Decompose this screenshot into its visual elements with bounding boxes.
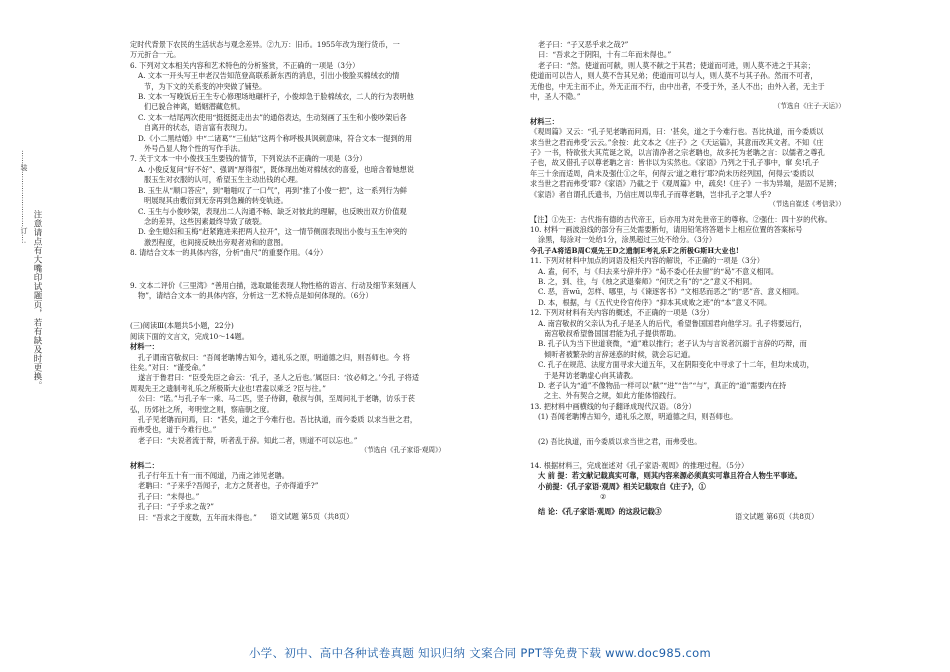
- sentence-break-strip: 今孔子A将适B周C观先王D之遗制E考礼乐F之所极G斯H大业也!: [530, 245, 740, 255]
- option-line: C. 恶，音wū，怎样、哪里，与《谏逐客书》“文相恶而恶之”的“恶”音、意义相同。: [538, 287, 804, 297]
- passage-line: 遂言于鲁君曰：“臣受先臣之命云：‘孔子，圣人之后也。’属臣曰：‘汝必师之。’今孔 子将适: [138, 373, 420, 383]
- question-10-stem: 10. 材料一画波浪线的部分有三处需要断句，请用铅笔将答题卡上相应位置的答案标号: [530, 224, 803, 234]
- passage-line: 中，圣人不隐。”: [530, 92, 581, 102]
- question-7-stem: 7. 关于文本一中小俊找玉生要钱的情节，下列说法不正确的一项是（3分）: [130, 154, 367, 164]
- question-14-stem: 14. 根据材料三，完成崔述对《孔子家语·观周》的推理过程。（5分）: [530, 461, 749, 471]
- question-6-stem: 6. 下列对文本相关内容和艺术特色的分析鉴赏，不正确的一项是（3分）: [130, 60, 360, 70]
- option-line: B. 孔子认为当下世道衰微，“道”难以推行；老子认为与言说者沉溺于言辞的巧辩，而: [538, 339, 807, 349]
- option-line: 念的差异，这些因素最终导致了破裂。: [144, 216, 267, 226]
- passage-line: 孔子曰：“子乎求之哉?”: [138, 502, 214, 512]
- section-heading: (三)阅读Ⅲ(本题共5小题，22分): [130, 321, 234, 331]
- option-line: 自离开的状态，语言富有表现力。: [144, 123, 252, 133]
- major-premise: 大 前 提：若文献记载真实可靠，则其内容来源必须真实可靠且符合人物生平事迹。: [538, 471, 802, 481]
- option-line: B. 文本一写晚饭后王生专心修理场地碾杆子，小俊却急于脸棉绒衣，二人的行为表明他: [138, 92, 414, 102]
- option-line: 外号凸显人物个性的写作手法。: [144, 144, 245, 154]
- translation-item: (2) 吾比执道，而今委质以求当世之君，而弗受也。: [538, 436, 702, 446]
- passage-line: 《观周篇》又云：“孔子见老聃而问焉，曰：‘甚矣，道之于今难行也。吾比执道，而今委质以: [530, 127, 824, 137]
- passage-line: 年三十余而适周，尚未及强仕①之年，何得云‘道之难行’耶?尚未历经列国，何得云‘委质以: [530, 168, 814, 178]
- option-line: C. 文本一结尾两次使用“挺挺挺走出去”的通俗表达，生动刻画了玉生和小俊吵架后各: [138, 112, 407, 122]
- page-footer-left: 语文试题 第5页（共8页）: [270, 512, 354, 521]
- passage-line: 孔子曰：“未得也。”: [138, 491, 200, 501]
- passage-line: 老子曰：“然。使道而可献，则人莫不献之于其君；使道而可进，则人莫不进之于其亲；: [538, 60, 815, 70]
- passage-line: 《家语》者自谓孔氏遗书，乃信庄周以卑孔子而尊老聃，岂非孔子之罪人乎?: [530, 189, 772, 199]
- annotation-note: 【注】①先王：古代指有德的古代帝王，后亦用为对先世帝王的尊称。②强仕：四十岁的代称。: [530, 214, 832, 224]
- option-line: B. 玉生从“顺口答应”，到“啪啪叹了一口气”，再到“推了小俊一把”，这一系列行为鲜: [138, 185, 408, 195]
- option-line: 明展现其由敷衍到无奈再到急躁的转变轨迹。: [144, 196, 288, 206]
- question-12-stem: 12. 下列对材料有关内容的概述，不正确的一项是（3分）: [530, 308, 714, 318]
- option-line: A. 文本一开头写王申老汉告知范登高联系新东西的消息，引出小俊脸买棉绒衣的情: [138, 71, 400, 81]
- question-10-stem-cont: 涂黑，每涂对一处给1分，涂黑超过三处不给分。（3分）: [538, 235, 717, 245]
- source-citation: （节选自《孔子家语·观周》）: [360, 446, 445, 455]
- option-line: D. 金生媳妇和玉梅“赶紧跑进来把两人拉开”，这一情节侧面表现出小俊与玉生冲突的: [138, 227, 407, 237]
- page-footer-right: 语文试题 第6页（共8页）: [735, 512, 819, 521]
- passage-line: 老子曰：“子又恶乎求之哉?”: [538, 40, 629, 49]
- option-line: A. 盍，何不，与《归去来兮辞并序》“曷不委心任去留”的“曷”不意义相同。: [538, 266, 779, 276]
- option-line: 之主、外有契合之规，如此方能体悟践行。: [544, 391, 681, 401]
- passage-line: 使道而可以告人，则人莫不告其兄弟；使道而可以与人，则人莫不与其子孙。然而不可者，: [530, 71, 818, 81]
- binding-margin: [18, 150, 46, 400]
- passage-line: 老子曰：“夫说者流于辩，听者乱于辞。知此二者，则道不可以忘也。”: [138, 435, 358, 445]
- source-citation: （节选自崔述《考信录》）: [769, 200, 845, 209]
- text-line: 万元折合一元。: [130, 50, 181, 60]
- passage-line: 求当世之君而弗受’云云。”余按：此文本之《庄子》之《天运篇》，其意而改其文者。不知《庄: [530, 137, 824, 147]
- question-9-stem: 9. 文本二评价《三里湾》“善用白描，选取最能表现人物性格的语言、行动及细节来刻画人: [130, 280, 416, 290]
- conclusion: 结 论：《孔子家语·观周》的这段记载③: [538, 506, 662, 516]
- binding-dots: ……装……………………订…:: [20, 150, 28, 244]
- option-line: 们已貌合神离，婚姻潜藏危机。: [144, 102, 245, 112]
- option-line: 服玉生对衣服的认可，希望玉生主动出钱的心理。: [144, 175, 303, 185]
- passage-line: 子》一书，特欲张大其荒诞之说，以言清净者之宗老聃也，故多托为老聃之言：以儒者之尊孔: [530, 148, 825, 158]
- passage-line: 子也，故又借孔子以尊老聃之言：皆非以为实然也。《家语》乃列之于孔子事中，窜 矣!孔子: [530, 158, 820, 168]
- question-8-stem: 8. 请结合文本一的具体内容，分析“曲尺”的重要作用。（4分）: [130, 248, 328, 258]
- passage-line: 求当世之君而弗受’耶?《家语》乃截之于《观周篇》中，疏矣!《庄子》一书为异端，是固不足辨；: [530, 179, 841, 189]
- minor-premise: 小前提：《孔子家语·观周》相关记载取自《庄子》，①: [538, 481, 706, 491]
- passage-line: 往矣。”对曰：“谨受命。”: [130, 362, 206, 372]
- option-line: A. 小俊反复问“好不好”、强调“厚得很”，既体现出她对棉绒衣的喜爱，也暗含着她想说: [138, 164, 415, 174]
- question-9-stem-cont: 物”，请结合文本一的具体内容，分析这一艺术特点是如何体现的。（6分）: [138, 290, 373, 300]
- minor-premise-blank: ②: [600, 492, 607, 502]
- option-line: D.《小二黑结婚》中“二诸葛”“三仙姑”这两个称呼极具讽刺意味，符合文本一提到的用: [138, 133, 413, 143]
- passage-line: 孔子谓南宫敬叔曰：“吾闻老聃博古知今，通礼乐之原，明道德之归，则吾师也。今 将: [138, 352, 410, 362]
- option-line: D. 本，根据，与《五代史伶官传序》“抑本其成败之迹”的“本”意义不同。: [538, 297, 772, 307]
- material-1-label: 材料一：: [130, 342, 159, 352]
- left-page-column: [130, 40, 455, 523]
- right-page-column: [530, 40, 855, 517]
- binding-note: 注意请点有大嘴印试题页，若有缺及时更换。: [32, 210, 42, 390]
- material-2-label: 材料二：: [130, 460, 159, 470]
- material-3-label: 材料三：: [530, 116, 559, 126]
- option-line: A. 南宫敬叔的父亲认为孔子是圣人的后代，希望鲁国国君向他学习。孔子将要远行，: [538, 318, 807, 328]
- text-line: 定时代背景下农民的生活状态与观念差异。②九万：旧币。1955年改为现行货币，一: [130, 40, 400, 49]
- option-line: C. 玉生与小俊吵架，表现出二人沟通不畅、缺乏对彼此的理解，也反映出双方价值观: [138, 206, 407, 216]
- option-line: 于是拜访老聃虚心向其请教。: [544, 370, 638, 380]
- passage-line: 而弗受也，道于今难行也。”: [130, 425, 217, 435]
- question-11-stem: 11. 下列对材料中加点的词语及相关内容的解说，不正确的一项是（3分）: [530, 256, 764, 266]
- option-line: D. 老子认为“道”不像物品一样可以“献”“进”“告”“与”，真正的“道”需要内在持: [538, 381, 787, 390]
- passage-line: 曰：“吾求之于阴阳，十有二年而未得也。”: [538, 50, 672, 60]
- passage-line: 孔子见老聃而问焉，曰：“甚矣，道之于今难行也。吾比执道，而今委质 以求当世之君，: [138, 415, 418, 424]
- section-instruction: 阅读下面的文言文，完成10～14题。: [130, 331, 249, 341]
- translation-item: (1) 吾闻老聃博古知今，通礼乐之原，明道德之归，则吾师也。: [538, 412, 738, 422]
- question-13-stem: 13. 把材料中画横线的句子翻译成现代汉语。（8分）: [530, 401, 696, 411]
- passage-line: 无他也，中无主而不止，外无正而不行，由中出者，不受于外，圣人不出；由外入者，无主于: [530, 81, 825, 91]
- option-line: 节，为下文的关系变的冲突做了铺垫。: [144, 81, 267, 91]
- download-banner[interactable]: 小学、初中、高中各种试卷真题 知识归纳 文案合同 PPT等免费下载 www.doc985.com: [248, 646, 712, 660]
- option-line: 激烈程度，也间接反映出旁观者劝和的意图。: [144, 237, 288, 247]
- passage-line: 老聃曰：“子来乎?吾闻子，北方之贤者也，子亦得道乎?”: [138, 481, 319, 491]
- passage-line: 弘，历郊社之所，考明堂之则，察庙朝之度。: [130, 404, 274, 414]
- option-line: B. 之，到、往，与《烛之武退秦师》“何厌之有”的“之”意义不相同。: [538, 276, 757, 286]
- passage-line: 公曰：“诺。”与孔子车一乘、马二匹，竖子侍御，敬叔与俱，至周问礼于老聃，访乐于苌: [138, 394, 415, 404]
- option-line: C. 孔子在规范、法度方面寻求大道五年，又在阴阳变化中寻求了十二年，但均未成功，: [538, 360, 814, 370]
- option-line: 南宫敬叔希望鲁国国君能为孔子提供帮助。: [544, 328, 681, 338]
- passage-line: 周观先王之遗制考礼乐之所极斯大业也!君盍以乘乏 ?臣与往。”: [130, 383, 326, 393]
- source-citation: （节选自《庄子·天运》）: [773, 102, 845, 111]
- passage-line: 曰：“吾求之于度数，五年而未得也。”: [138, 512, 257, 522]
- option-line: 倾听者被繁杂的言辞迷惑的时候，就会忘记道。: [544, 349, 695, 359]
- passage-line: 孔子行年五十有一而不闻道，乃南之沛见老聃。: [138, 471, 289, 481]
